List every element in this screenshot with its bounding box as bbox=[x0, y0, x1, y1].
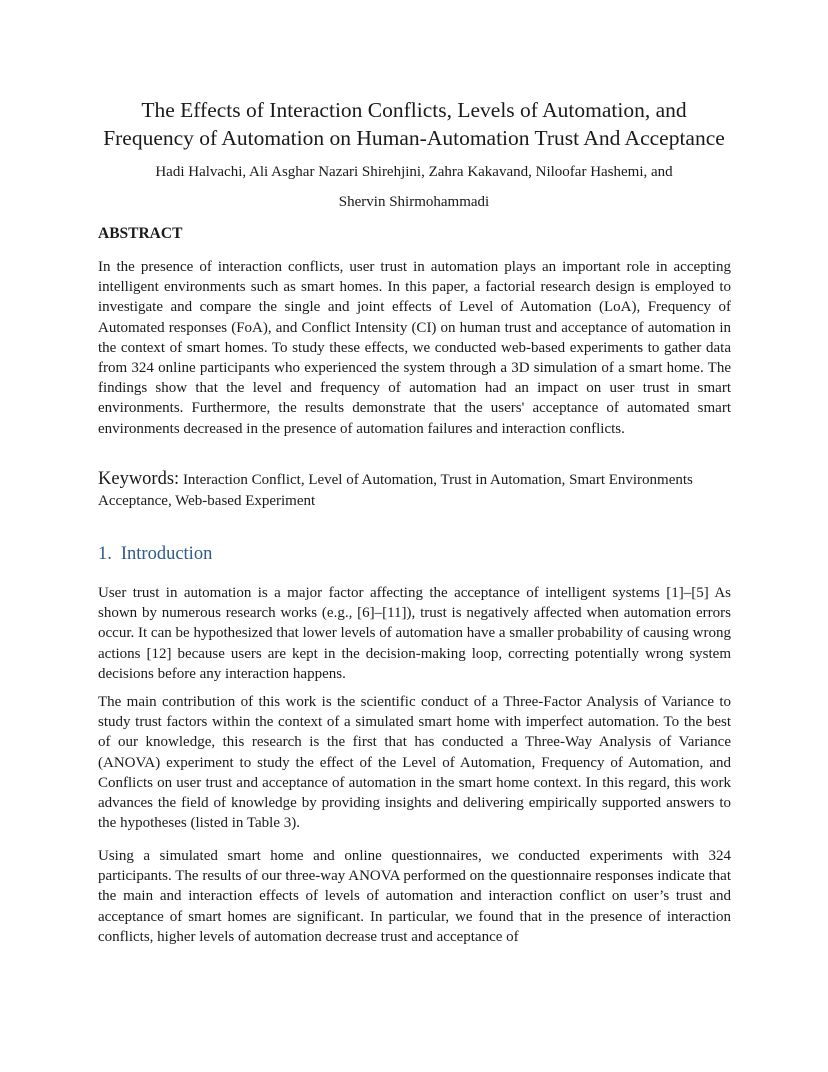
intro-paragraph-1: User trust in automation is a major factor affecting the acceptance of intelligent systems [1]–[5] As shown by numerous research works (e.g., [6]–[11]), trust is negatively affected when automation errors occur. It can be hypothesized that lower levels of automation have a smaller probability of causing wrong actions [12] because users are kept in the decision-making loop, correcting potentially wrong system decisions before any interaction happens. bbox=[98, 585, 731, 682]
abstract-text: In the presence of interaction conflicts, user trust in automation plays an important role in accepting intelligent environments such as smart homes. In this paper, a factorial research design is employed to investigate and compare the single and joint effects of Level of Automation (LoA), Frequency of Automated responses (FoA), and Conflict Intensity (CI) on human trust and acceptance of automation in the context of smart homes. To study these effects, we conducted web-based experiments to gather data from 324 online participants who experienced the system through a 3D simulation of a smart home. The findings show that the level and frequency of automation had an impact on user trust in smart environments. Furthermore, the results demonstrate that the users' acceptance of automated smart environments decreased in the presence of automation failures and interaction conflicts. bbox=[98, 259, 731, 437]
section-number: 1. bbox=[98, 544, 112, 564]
paper-title-line-2: Frequency of Automation on Human-Automation Trust And Acceptance bbox=[103, 126, 725, 150]
author-list-line-1: Hadi Halvachi, Ali Asghar Nazari Shirehjini, Zahra Kakavand, Niloofar Hashemi, and bbox=[155, 164, 673, 180]
keywords-block bbox=[98, 469, 731, 512]
section-title: Introduction bbox=[120, 544, 213, 564]
paper-title-line-1: The Effects of Interaction Conflicts, Levels of Automation, and bbox=[141, 98, 687, 122]
abstract-heading: ABSTRACT bbox=[98, 225, 183, 242]
paper-title bbox=[60, 96, 768, 152]
section-heading-introduction bbox=[98, 544, 212, 565]
intro-paragraph-3: Using a simulated smart home and online questionnaires, we conducted experiments with 324 participants. The results of our three-way ANOVA performed on the questionnaire responses indicate that the main and interaction effects of levels of automation and interaction conflict on user’s trust and acceptance of smart homes are significant. In particular, we found that in the presence of interaction conflicts, higher levels of automation decrease trust and acceptance of bbox=[98, 848, 731, 945]
intro-paragraph-2: The main contribution of this work is the scientific conduct of a Three-Factor Analysis of Variance to study trust factors within the context of a simulated smart home with imperfect automation. To the best of our knowledge, this research is the first that has conducted a Three-Way Analysis of Variance (ANOVA) experiment to study the effect of the Level of Automation, Frequency of Automation, and Conflicts on user trust and acceptance of automation in the smart home context. In this regard, this work advances the field of knowledge by providing insights and delivering empirically supported answers to the hypotheses (listed in Table 3). bbox=[98, 694, 731, 832]
keywords-text: Interaction Conflict, Level of Automation, Trust in Automation, Smart Environments Acceptance, Web-based Experiment bbox=[98, 472, 693, 509]
keywords-label: Keywords: bbox=[98, 469, 180, 489]
author-list-line-2: Shervin Shirmohammadi bbox=[338, 194, 490, 210]
